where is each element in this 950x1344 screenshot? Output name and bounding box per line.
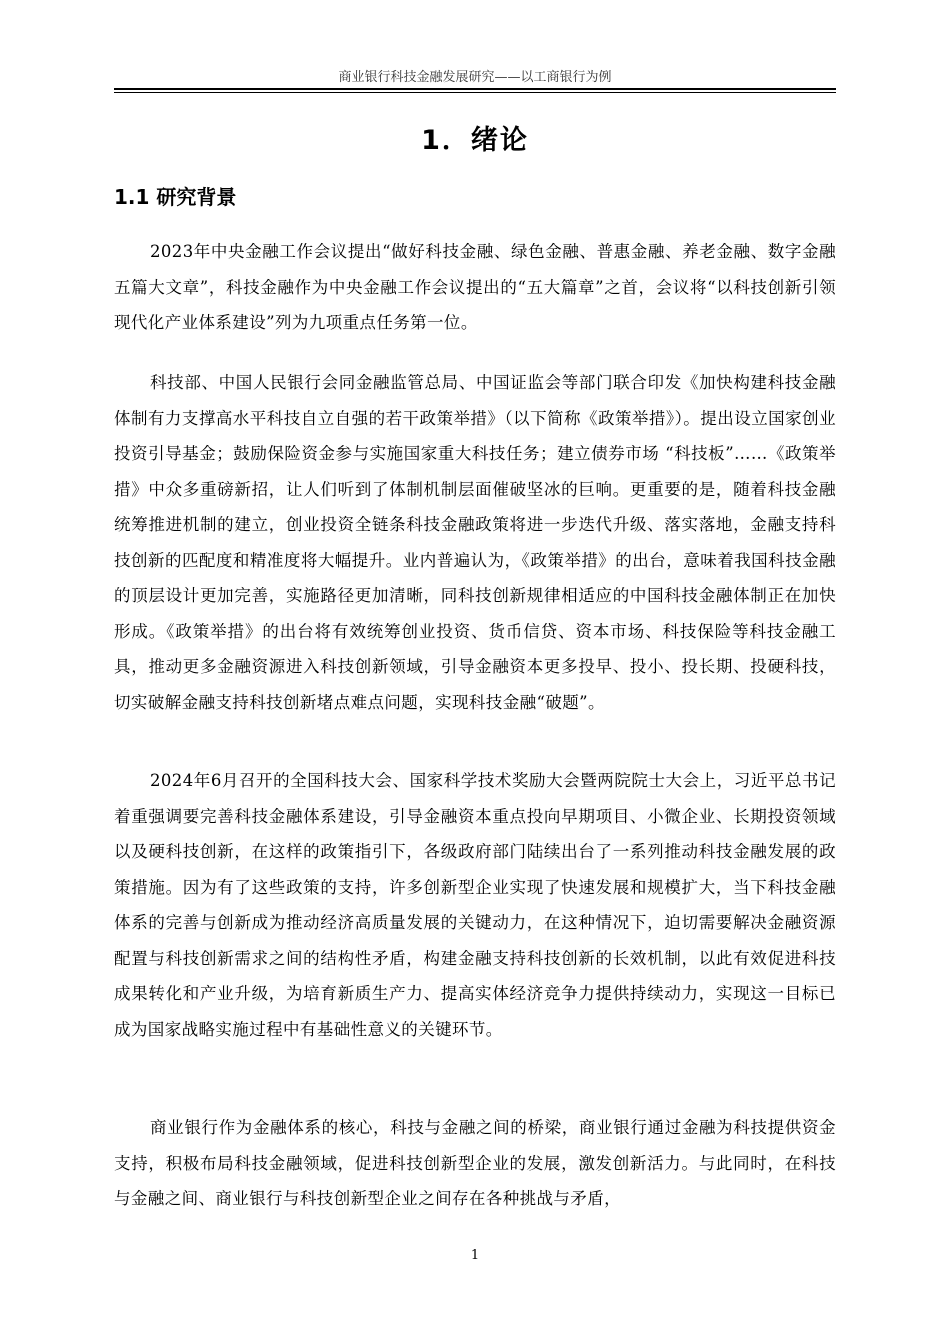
paragraph: 2024年6月召开的全国科技大会、国家科学技术奖励大会暨两院院士大会上，习近平总书记着重强调要完善科技金融体系建设，引导金融资本重点投向早期项目、小微企业、长期投资领域以及硬科技创新，在这样的政策指引下，各级政府部门陆续出台了一系列推动科技金融发展的政策措施。因为有了这些政策的支持，许多创新型企业实现了快速发展和规模扩大，当下科技金融体系的完善与创新成为推动经济高质量发展的关键动力，在这种情况下，迫切需要解决金融资源配置与科技创新需求之间的结构性矛盾，构建金融支持科技创新的长效机制，以此有效促进科技成果转化和产业升级，为培育新质生产力、提高实体经济竞争力提供持续动力，实现这一目标已成为国家战略实施过程中有基础性意义的关键环节。 bbox=[114, 771, 836, 1039]
running-header: 商业银行科技金融发展研究——以工商银行为例 bbox=[338, 70, 612, 85]
page-number: 1 bbox=[470, 1248, 480, 1263]
body-paragraph-block bbox=[114, 365, 836, 720]
paragraph: 2023年中央金融工作会议提出“做好科技金融、绿色金融、普惠金融、养老金融、数字金融五篇大文章”，科技金融作为中央金融工作会议提出的“五大篇章”之首，会议将“以科技创新引领现代化产业体系建设”列为九项重点任务第一位。 bbox=[114, 242, 836, 332]
body-paragraph-block bbox=[114, 234, 836, 341]
paragraph: 商业银行作为金融体系的核心，科技与金融之间的桥梁，商业银行通过金融为科技提供资金支持，积极布局科技金融领域，促进科技创新型企业的发展，激发创新活力。与此同时，在科技与金融之间、商业银行与科技创新型企业之间存在各种挑战与矛盾， bbox=[114, 1118, 836, 1208]
body-paragraph-block bbox=[114, 763, 836, 1047]
section-heading: 1.1 研究背景 bbox=[114, 185, 237, 209]
header-divider bbox=[114, 88, 836, 93]
body-paragraph-block bbox=[114, 1110, 836, 1217]
chapter-title: 1．绪论 bbox=[421, 125, 529, 156]
paragraph: 科技部、中国人民银行会同金融监管总局、中国证监会等部门联合印发《加快构建科技金融体制有力支撑高水平科技自立自强的若干政策举措》（以下简称《政策举措》）。提出设立国家创业投资引导基金；鼓励保险资金参与实施国家重大科技任务；建立债券市场 “科技板”……《政策举措》中众多重磅新招，让人们听到了体制机制层面催破坚冰的巨响。更重要的是，随着科技金融统筹推进机制的建立，创业投资全链条科技金融政策将进一步迭代升级、落实落地，金融支持科技创新的匹配度和精准度将大幅提升。业内普遍认为，《政策举措》的出台，意味着我国科技金融的顶层设计更加完善，实施路径更加清晰，同科技创新规律相适应的中国科技金融体制正在加快形成。《政策举措》的出台将有效统筹创业投资、货币信贷、资本市场、科技保险等科技金融工具，推动更多金融资源进入科技创新领域，引导金融资本更多投早、投小、投长期、投硬科技，切实破解金融支持科技创新堵点难点问题，实现科技金融“破题”。 bbox=[114, 373, 836, 712]
